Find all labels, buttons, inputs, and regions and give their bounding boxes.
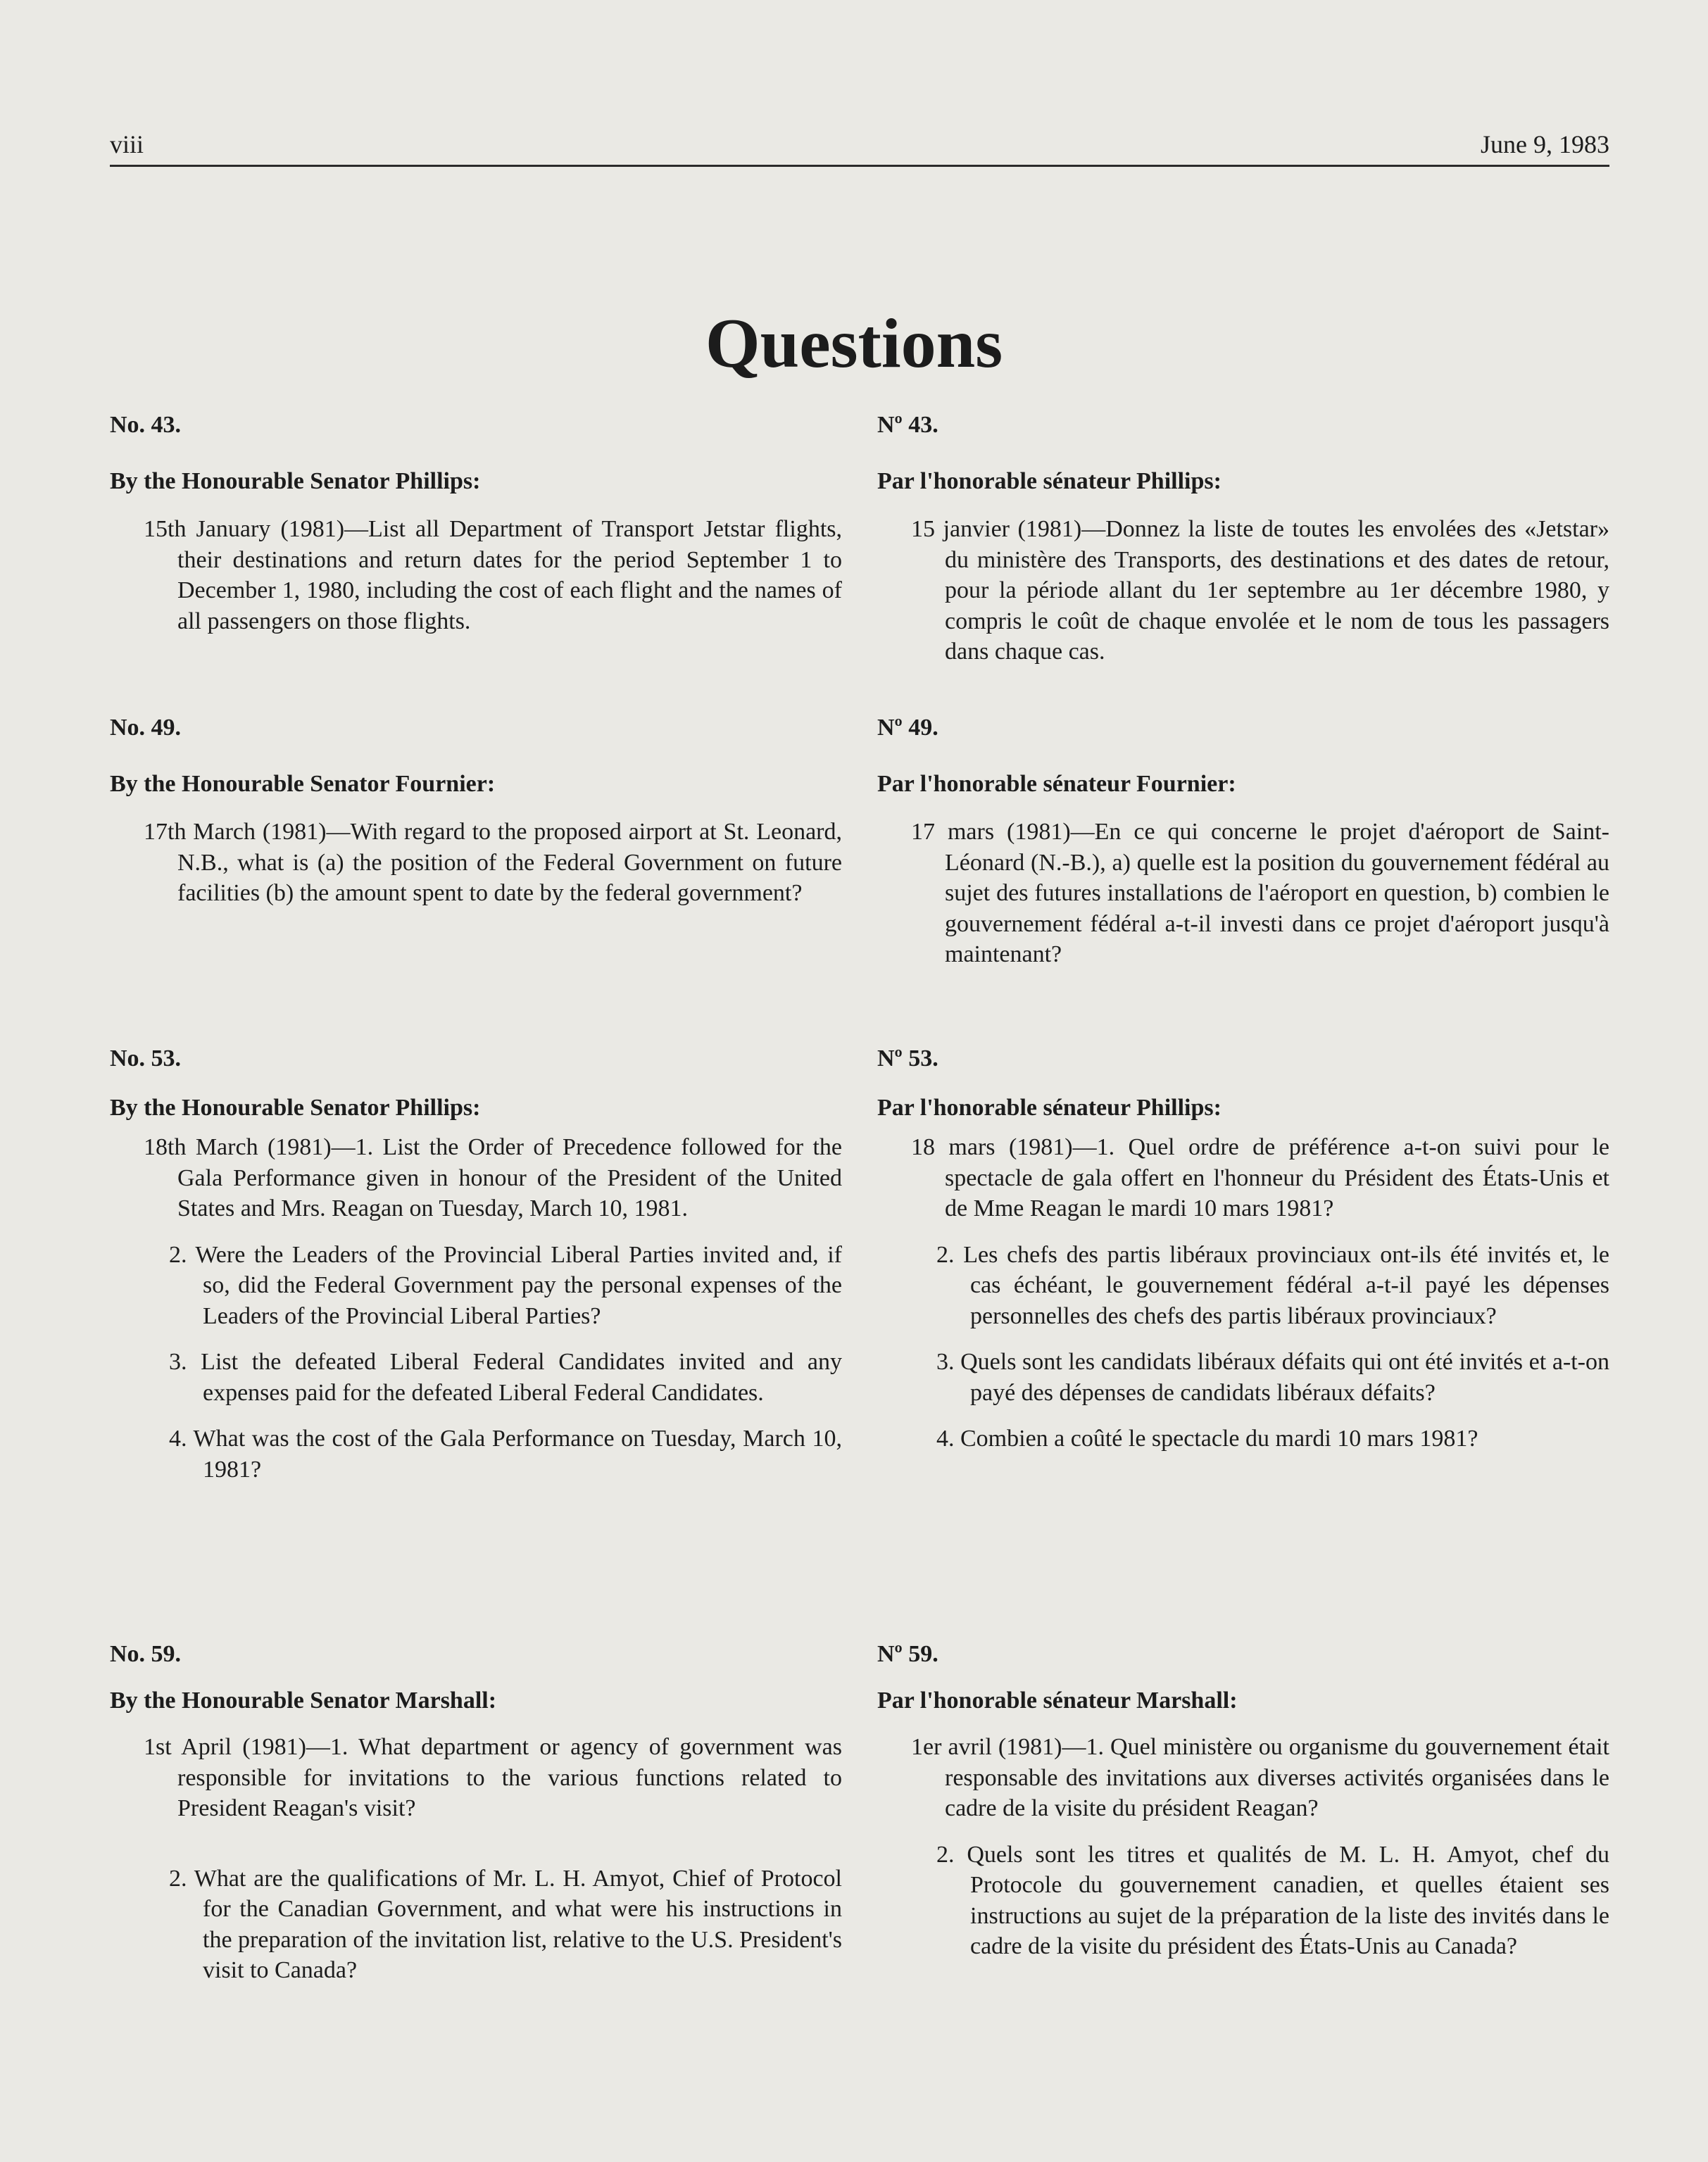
question-author: By the Honourable Senator Phillips:	[110, 1095, 481, 1121]
question-number: Nº 59.	[877, 1641, 938, 1667]
question-53-fr	[877, 1043, 1609, 1454]
question-number: Nº 49.	[877, 715, 938, 741]
question-text: 17th March (1981)—With regard to the proposed airport at St. Leonard, N.B., what is (a) the position of the Federal Government on future facilities (b) the amount spent to date by the federal government?	[144, 819, 842, 906]
question-text: 1er avril (1981)—1. Quel ministère ou organisme du gouvernement était responsable des invitations aux diverses activités organisées dans le cadre de la visite du président Reagan?	[911, 1734, 1609, 1821]
question-author: Par l'honorable sénateur Marshall:	[877, 1688, 1238, 1714]
question-49-fr	[877, 712, 1609, 970]
question-43-fr	[877, 410, 1609, 667]
question-59-fr	[877, 1639, 1609, 1962]
question-49-en	[110, 712, 842, 909]
question-subpart: 2. What are the qualifications of Mr. L. H. Amyot, Chief of Protocol for the Canadian Government, and what were his instructions in the preparation of the invitation list, relative to the U.S. President's visit to Canada?	[169, 1865, 842, 1983]
question-subpart: 2. Quels sont les titres et qualités de M. L. H. Amyot, chef du Protocole du gouvernement canadien, et quelles étaient ses instructions au sujet de la préparation de la liste des invités dans le cadre de la visite du président des États-Unis au Canada?	[936, 1841, 1609, 1959]
question-subpart: 3. Quels sont les candidats libéraux défaits qui ont été invités et a-t-on payé des dépenses de candidats libéraux défaits?	[936, 1349, 1609, 1406]
question-number: Nº 53.	[877, 1045, 938, 1071]
question-author: Par l'honorable sénateur Phillips:	[877, 468, 1222, 494]
question-subpart: 2. Were the Leaders of the Provincial Liberal Parties invited and, if so, did the Federal Government pay the personal expenses of the Leaders of the Provincial Liberal Parties?	[169, 1241, 842, 1329]
question-text: 15 janvier (1981)—Donnez la liste de toutes les envolées des «Jetstar» du ministère des Transports, des destinations et des dates de retour, pour la période allant du 1er septembre au 1er décembre 1980, y compris le coût de chaque envolée et le nom de tous les passagers dans chaque cas.	[911, 516, 1609, 665]
question-number: No. 53.	[110, 1045, 182, 1071]
question-text: 18 mars (1981)—1. Quel ordre de préférence a-t-on suivi pour le spectacle de gala offert en l'honneur du Président des États-Unis et de Mme Reagan le mardi 10 mars 1981?	[911, 1134, 1609, 1221]
question-number: No. 49.	[110, 715, 182, 741]
question-author: By the Honourable Senator Fournier:	[110, 771, 496, 797]
question-53-en	[110, 1043, 842, 1485]
question-subpart: 4. Combien a coûté le spectacle du mardi 10 mars 1981?	[936, 1426, 1478, 1452]
question-text: 17 mars (1981)—En ce qui concerne le projet d'aéroport de Saint-Léonard (N.-B.), a) quelle est la position du gouvernement fédéral au sujet des futures installations de l'aéroport en question, b) combien le gouvernement fédéral a-t-il investi dans ce projet d'aéroport jusqu'à maintenant?	[911, 819, 1609, 967]
question-subpart: 4. What was the cost of the Gala Performance on Tuesday, March 10, 1981?	[169, 1426, 842, 1483]
page-header	[110, 127, 1609, 167]
question-number: No. 43.	[110, 412, 182, 438]
question-author: By the Honourable Senator Phillips:	[110, 468, 481, 494]
question-number: Nº 43.	[877, 412, 938, 438]
header-date: June 9, 1983	[1481, 130, 1609, 158]
question-text: 1st April (1981)—1. What department or agency of government was responsible for invitations to the various functions related to President Reagan's visit?	[144, 1734, 842, 1821]
page-number: viii	[110, 130, 144, 158]
question-43-en	[110, 410, 842, 636]
question-subpart: 3. List the defeated Liberal Federal Candidates invited and any expenses paid for the defeated Liberal Federal Candidates.	[169, 1349, 842, 1406]
question-author: Par l'honorable sénateur Fournier:	[877, 771, 1236, 797]
question-59-en	[110, 1639, 842, 1986]
question-text: 15th January (1981)—List all Department of Transport Jetstar flights, their destinations and return dates for the period September 1 to December 1, 1980, including the cost of each flight and the names of all passengers on those flights.	[144, 516, 842, 634]
question-text: 18th March (1981)—1. List the Order of Precedence followed for the Gala Performance given in honour of the President of the United States and Mrs. Reagan on Tuesday, March 10, 1981.	[144, 1134, 842, 1221]
question-subpart: 2. Les chefs des partis libéraux provinciaux ont-ils été invités et, le cas échéant, le gouvernement fédéral a-t-il payé les dépenses personnelles des chefs des partis libéraux provinciaux?	[936, 1241, 1609, 1329]
question-author: By the Honourable Senator Marshall:	[110, 1688, 497, 1714]
page-title: Questions	[705, 304, 1003, 382]
question-author: Par l'honorable sénateur Phillips:	[877, 1095, 1222, 1121]
question-number: No. 59.	[110, 1641, 182, 1667]
